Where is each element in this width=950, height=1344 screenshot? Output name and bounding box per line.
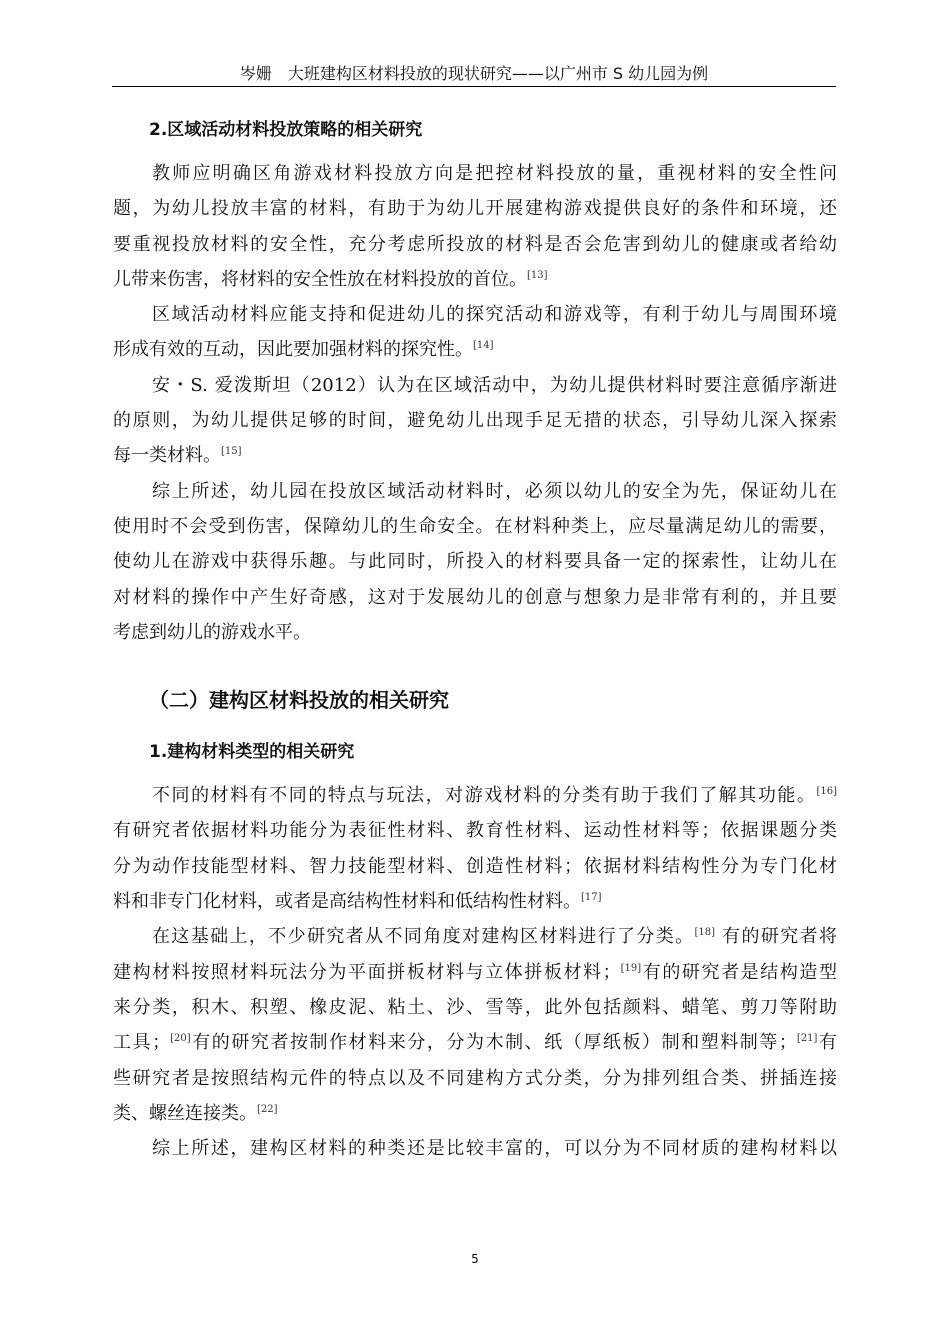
- text-line: [113, 1025, 837, 1060]
- text-segment: 有的研究者将: [715, 926, 837, 948]
- citation-ref: [15]: [221, 446, 242, 458]
- paragraph-summary-2: [113, 1131, 837, 1166]
- text-line: 使幼儿在游戏中获得乐趣。与此同时，所投入的材料要具备一定的探索性，让幼儿在: [113, 551, 837, 573]
- text-segment: 有的研究者按制作材料来分，分为木制、纸（厚纸板）制和塑料制等；: [190, 1032, 797, 1054]
- text-line: 区域活动材料应能支持和促进幼儿的探究活动和游戏等，有利于幼儿与周围环境: [152, 304, 837, 326]
- text-segment: 在这基础上，不少研究者从不同角度对建构区材料进行了分类。: [152, 926, 695, 948]
- paragraph-construction-categories: [113, 919, 837, 1131]
- paragraph-material-classification: [113, 778, 837, 919]
- text-line: 对材料的操作中产生好奇感，这对于发展幼儿的创意与想象力是非常有利的，并且要: [113, 586, 837, 608]
- citation-ref: [16]: [816, 786, 837, 798]
- text-line: [113, 919, 837, 954]
- text-line: 综上所述，建构区材料的种类还是比较丰富的，可以分为不同材质的建构材料以: [152, 1138, 837, 1160]
- paragraph-material-exploration: [113, 297, 837, 368]
- page-body: [113, 110, 837, 1166]
- text-line: 题，为幼儿投放丰富的材料，有助于为幼儿开展建构游戏提供良好的条件和环境，还: [113, 198, 837, 220]
- text-line: [113, 1096, 837, 1131]
- text-line: 考虑到幼儿的游戏水平。: [113, 621, 311, 643]
- text-line: [113, 778, 837, 813]
- text-line: [113, 955, 837, 990]
- text-segment: 工具；: [113, 1032, 171, 1054]
- text-line: 教师应明确区角游戏材料投放方向是把控材料投放的量，重视材料的安全性问: [152, 163, 837, 184]
- text-line: 些研究者是按照结构元件的特点以及不同建构方式分类，分为排列组合类、拼插连接: [113, 1067, 837, 1089]
- text-segment: 类、螺丝连接类。: [113, 1102, 257, 1124]
- header-divider: [112, 86, 836, 87]
- text-segment: 形成有效的互动，因此要加强材料的探究性。: [113, 339, 473, 361]
- text-line: [113, 438, 837, 473]
- text-line: 的原则，为幼儿提供足够的时间，避免幼儿出现手足无措的状态，引导幼儿深入探索: [113, 410, 837, 432]
- text-line: [113, 332, 837, 367]
- page-number: 5: [471, 1252, 479, 1266]
- citation-ref: [17]: [581, 892, 602, 904]
- citation-ref: [20]: [170, 1033, 191, 1045]
- paragraph-material-safety: [113, 156, 837, 297]
- citation-ref: [22]: [257, 1103, 278, 1115]
- citation-ref: [18]: [694, 927, 716, 939]
- text-line: 要重视投放材料的安全性，充分考虑所投放的材料是否会危害到幼儿的健康或者给幼: [113, 233, 837, 255]
- text-segment: 每一类材料。: [113, 445, 221, 467]
- paragraph-summary-1: [113, 474, 837, 650]
- text-line: [113, 884, 837, 919]
- text-line: 来分类，积木、积塑、橡皮泥、粘土、沙、雪等，此外包括颜料、蜡笔、剪刀等附助: [113, 996, 837, 1018]
- text-segment: 有的研究者是结构造型: [641, 961, 838, 983]
- section-1-heading: 1.建构材料类型的相关研究: [149, 742, 355, 763]
- citation-ref: [21]: [796, 1033, 818, 1045]
- paragraph-epstein: [113, 368, 837, 474]
- citation-ref: [13]: [527, 269, 548, 281]
- text-segment: 建构材料按照材料玩法分为平面拼板材料与立体拼板材料；: [113, 961, 621, 983]
- text-line: 有研究者依据材料功能分为表征性材料、教育性材料、运动性材料等；依据课题分类: [113, 820, 837, 842]
- citation-ref: [14]: [473, 340, 494, 352]
- text-line: 使用时不会受到伤害，保障幼儿的生命安全。在材料种类上，应尽量满足幼儿的需要，: [113, 515, 837, 537]
- text-segment: 有: [817, 1032, 838, 1054]
- section-b-heading: （二）建构区材料投放的相关研究: [149, 688, 449, 713]
- text-line: 综上所述，幼儿园在投放区域活动材料时，必须以幼儿的安全为先，保证幼儿在: [152, 480, 837, 502]
- text-segment: 儿带来伤害，将材料的安全性放在材料投放的首位。: [113, 268, 527, 290]
- text-line: [113, 262, 837, 297]
- text-line: 安・S. 爱泼斯坦（2012）认为在区域活动中，为幼儿提供材料时要注意循序渐进: [152, 374, 837, 396]
- text-segment: 料和非专门化材料，或者是高结构性材料和低结构性材料。: [113, 891, 581, 913]
- running-header: 岑姗 大班建构区材料投放的现状研究——以广州市 S 幼儿园为例: [239, 64, 709, 83]
- text-segment: 不同的材料有不同的特点与玩法，对游戏材料的分类有助于我们了解其功能。: [152, 785, 817, 807]
- text-line: 分为动作技能型材料、智力技能型材料、创造性材料；依据材料结构性分为专门化材: [113, 855, 837, 877]
- citation-ref: [19]: [620, 962, 642, 974]
- section-2-heading: 2.区域活动材料投放策略的相关研究: [149, 120, 423, 140]
